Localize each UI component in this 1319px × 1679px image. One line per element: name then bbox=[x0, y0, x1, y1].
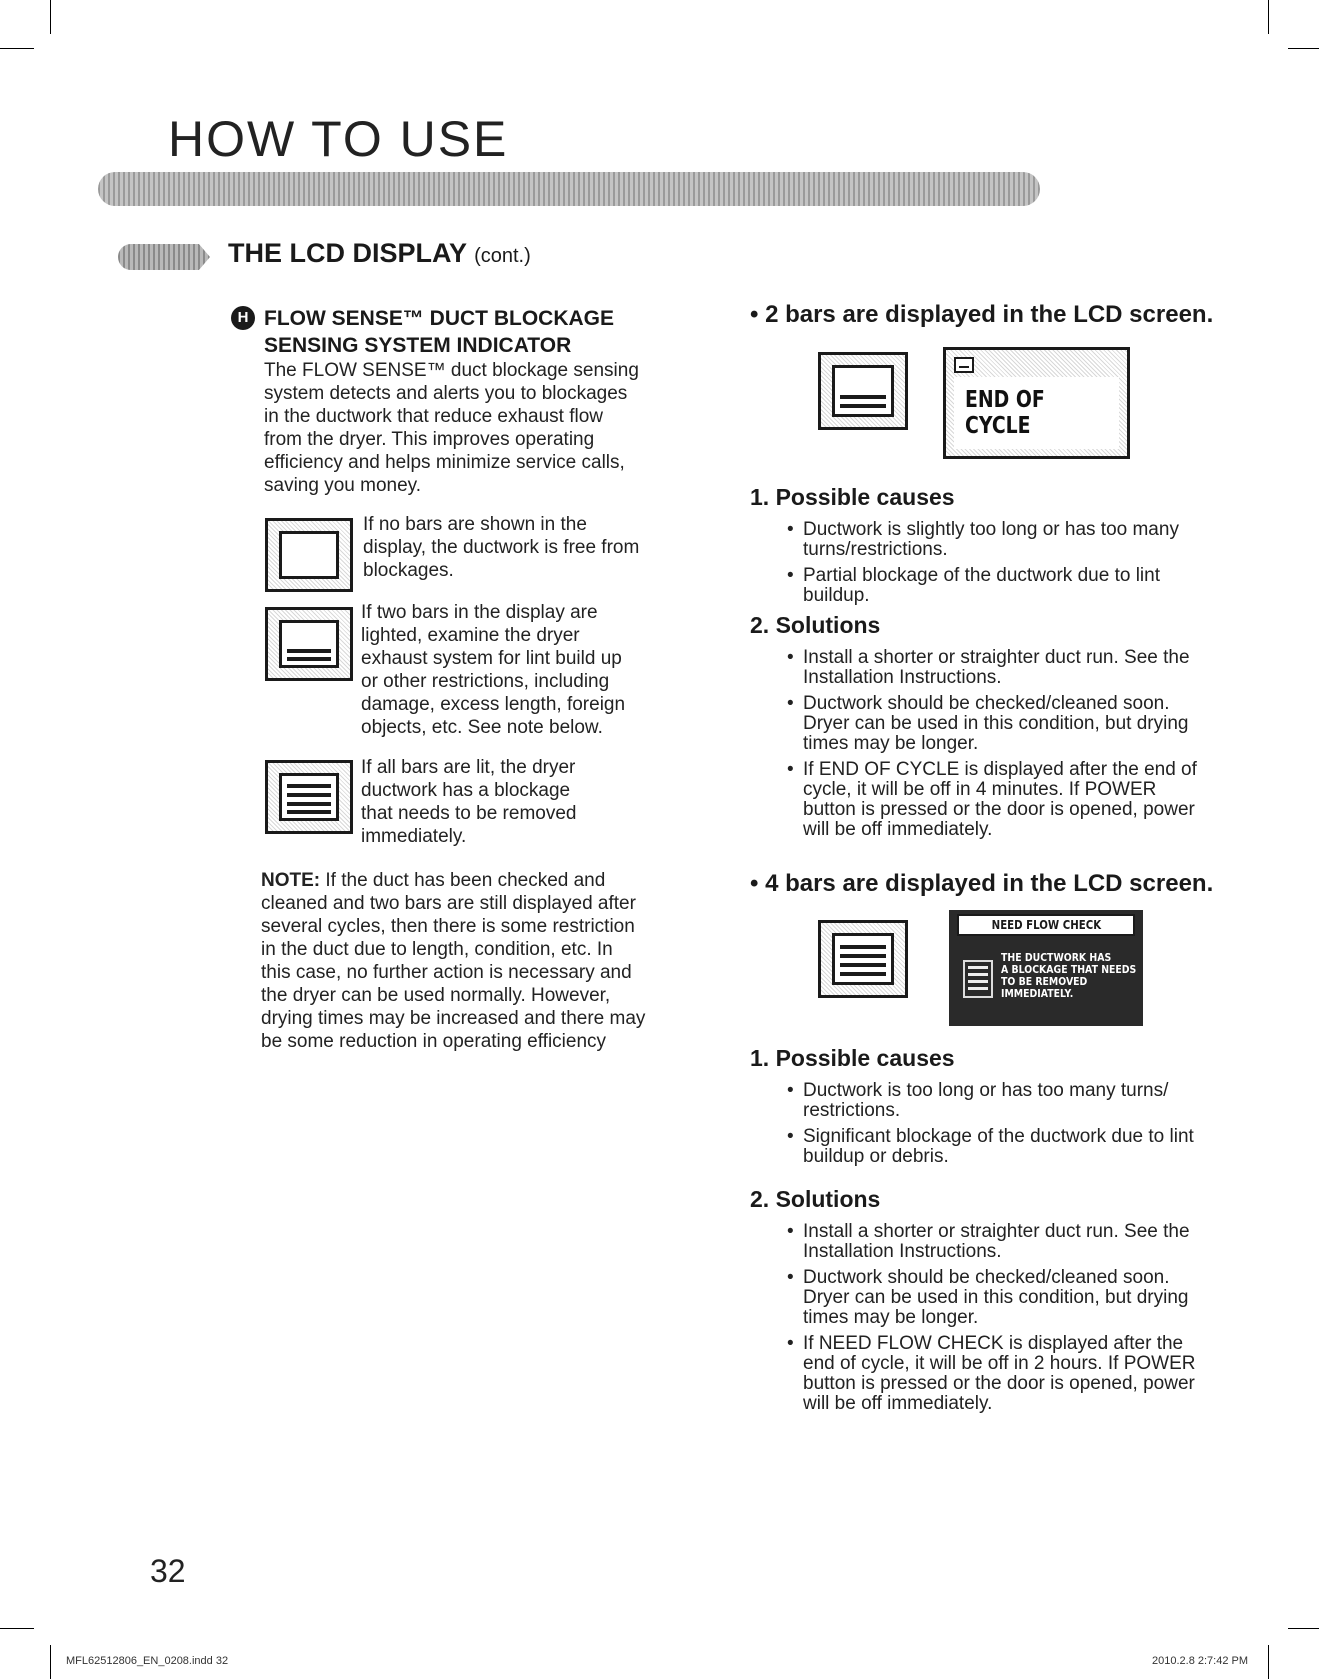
crop-mark bbox=[0, 1628, 34, 1629]
text-line: If no bars are shown in the bbox=[363, 514, 587, 535]
text-line: or other restrictions, including bbox=[361, 671, 610, 692]
list-item: • If NEED FLOW CHECK is displayed after the end of cycle, it will be off in 2 hours. If POWER button is pressed or the door is opened, power will be off immediately. bbox=[787, 1334, 1207, 1414]
list-item: • Ductwork should be checked/cleaned soon. Dryer can be used in this condition, but drying times may be longer. bbox=[787, 1268, 1207, 1328]
need-flow-check-display bbox=[949, 910, 1143, 1026]
message-line: TO BE REMOVED bbox=[1001, 975, 1088, 988]
no-bars-text bbox=[363, 513, 639, 582]
text-line: lighted, examine the dryer bbox=[361, 625, 580, 646]
note-paragraph bbox=[261, 869, 645, 1053]
text-line: exhaust system for lint build up bbox=[361, 648, 622, 669]
heading-line: FLOW SENSE™ DUCT BLOCKAGE bbox=[264, 307, 614, 330]
text-line: in the duct due to length, condition, etc. In bbox=[261, 939, 613, 960]
note-line-first bbox=[261, 869, 645, 892]
crop-mark bbox=[1288, 48, 1319, 49]
crop-mark bbox=[50, 0, 51, 34]
list-item: • Ductwork should be checked/cleaned soon. Dryer can be used in this condition, but drying times may be longer. bbox=[787, 694, 1207, 754]
lcd-two-bars-icon bbox=[265, 607, 353, 681]
header-decorative-bar bbox=[98, 172, 1040, 206]
text-line: blockages. bbox=[363, 560, 454, 581]
two-bars-heading: • 2 bars are displayed in the LCD screen. bbox=[750, 301, 1214, 328]
list-item: • Ductwork is slightly too long or has too many turns/restrictions. bbox=[787, 520, 1207, 560]
flow-sense-intro bbox=[264, 359, 639, 497]
text-line: cleaned and two bars are still displayed after bbox=[261, 893, 636, 914]
crop-mark bbox=[50, 1645, 51, 1679]
heading-line: SENSING SYSTEM INDICATOR bbox=[264, 334, 572, 357]
list-item: • Ductwork is too long or has too many turns/ restrictions. bbox=[787, 1081, 1207, 1121]
list-item: • Install a shorter or straighter duct run. See the Installation Instructions. bbox=[787, 648, 1207, 688]
crop-mark bbox=[1268, 1645, 1269, 1679]
text-line: immediately. bbox=[361, 826, 467, 847]
section-arrow-marker bbox=[118, 244, 210, 270]
intro-line: efficiency and helps minimize service calls, bbox=[264, 452, 625, 473]
blockage-message bbox=[1001, 952, 1136, 1000]
crop-mark bbox=[0, 48, 34, 49]
intro-line: in the ductwork that reduce exhaust flow bbox=[264, 406, 604, 427]
four-bars-causes-list bbox=[787, 1081, 1207, 1173]
list-item: • Partial blockage of the ductwork due to lint buildup. bbox=[787, 566, 1207, 606]
end-of-cycle-text: END OF CYCLE bbox=[965, 387, 1045, 439]
intro-line: from the dryer. This improves operating bbox=[264, 429, 595, 450]
four-bars-heading: • 4 bars are displayed in the LCD screen. bbox=[750, 870, 1214, 897]
lcd-two-bars-display-icon bbox=[818, 352, 908, 430]
text-line: drying times may be increased and there may bbox=[261, 1008, 646, 1029]
lcd-no-bars-icon bbox=[265, 518, 353, 592]
list-item: • If END OF CYCLE is displayed after the end of cycle, it will be off in 4 minutes. If POWER button is pressed or the door is opened, power will be off immediately. bbox=[787, 760, 1207, 840]
list-item: • Significant blockage of the ductwork due to lint buildup or debris. bbox=[787, 1127, 1207, 1167]
message-line: THE DUCTWORK HAS bbox=[1001, 951, 1112, 964]
four-bars-solutions-title: 2. Solutions bbox=[750, 1186, 881, 1212]
four-bars-text bbox=[361, 756, 576, 848]
footer-file-info: MFL62512806_EN_0208.indd 32 bbox=[66, 1655, 229, 1667]
section-title-text: THE LCD DISPLAY bbox=[228, 238, 467, 268]
lcd-four-bars-icon bbox=[265, 760, 353, 834]
text-line: be some reduction in operating efficiency bbox=[261, 1031, 607, 1052]
text-line: If all bars are lit, the dryer bbox=[361, 757, 576, 778]
text-line: display, the ductwork is free from bbox=[363, 537, 640, 558]
two-bars-text bbox=[361, 601, 625, 739]
text-line: several cycles, then there is some restriction bbox=[261, 916, 635, 937]
crop-mark bbox=[1288, 1628, 1319, 1629]
h-badge-icon: H bbox=[231, 306, 255, 330]
section-title bbox=[228, 238, 531, 269]
need-flow-check-header bbox=[957, 914, 1135, 936]
page-header-title: HOW TO USE bbox=[168, 111, 509, 167]
two-bars-solutions-list bbox=[787, 648, 1207, 846]
text-line: ductwork has a blockage bbox=[361, 780, 571, 801]
text-line: this case, no further action is necessary and bbox=[261, 962, 632, 983]
crop-mark bbox=[1268, 0, 1269, 34]
bars-icon bbox=[963, 960, 993, 998]
message-line: IMMEDIATELY. bbox=[1001, 987, 1074, 1000]
two-bars-solutions-title: 2. Solutions bbox=[750, 612, 881, 638]
two-bars-causes-list bbox=[787, 520, 1207, 612]
need-flow-check-label: NEED FLOW CHECK bbox=[991, 918, 1101, 932]
intro-line: system detects and alerts you to blockages bbox=[264, 383, 628, 404]
text-line: objects, etc. See note below. bbox=[361, 717, 603, 738]
section-title-suffix: (cont.) bbox=[474, 245, 531, 267]
text-line: the dryer can be used normally. However, bbox=[261, 985, 611, 1006]
message-line: A BLOCKAGE THAT NEEDS bbox=[1001, 963, 1137, 976]
flow-sense-heading bbox=[264, 305, 684, 359]
intro-line: saving you money. bbox=[264, 475, 422, 496]
two-bars-causes-title: 1. Possible causes bbox=[750, 484, 955, 510]
note-label: NOTE: bbox=[261, 870, 321, 891]
lcd-four-bars-display-icon bbox=[818, 920, 908, 998]
text-line: If two bars in the display are bbox=[361, 602, 598, 623]
text-line: that needs to be removed bbox=[361, 803, 577, 824]
intro-line: The FLOW SENSE™ duct blockage sensing bbox=[264, 360, 639, 381]
four-bars-causes-title: 1. Possible causes bbox=[750, 1045, 955, 1071]
text-line: damage, excess length, foreign bbox=[361, 694, 626, 715]
footer-timestamp: 2010.2.8 2:7:42 PM bbox=[1152, 1655, 1249, 1667]
four-bars-solutions-list bbox=[787, 1222, 1207, 1420]
list-item: • Install a shorter or straighter duct run. See the Installation Instructions. bbox=[787, 1222, 1207, 1262]
text-line: If the duct has been checked and bbox=[320, 870, 606, 891]
page-number: 32 bbox=[150, 1553, 186, 1589]
end-of-cycle-display bbox=[943, 347, 1130, 459]
